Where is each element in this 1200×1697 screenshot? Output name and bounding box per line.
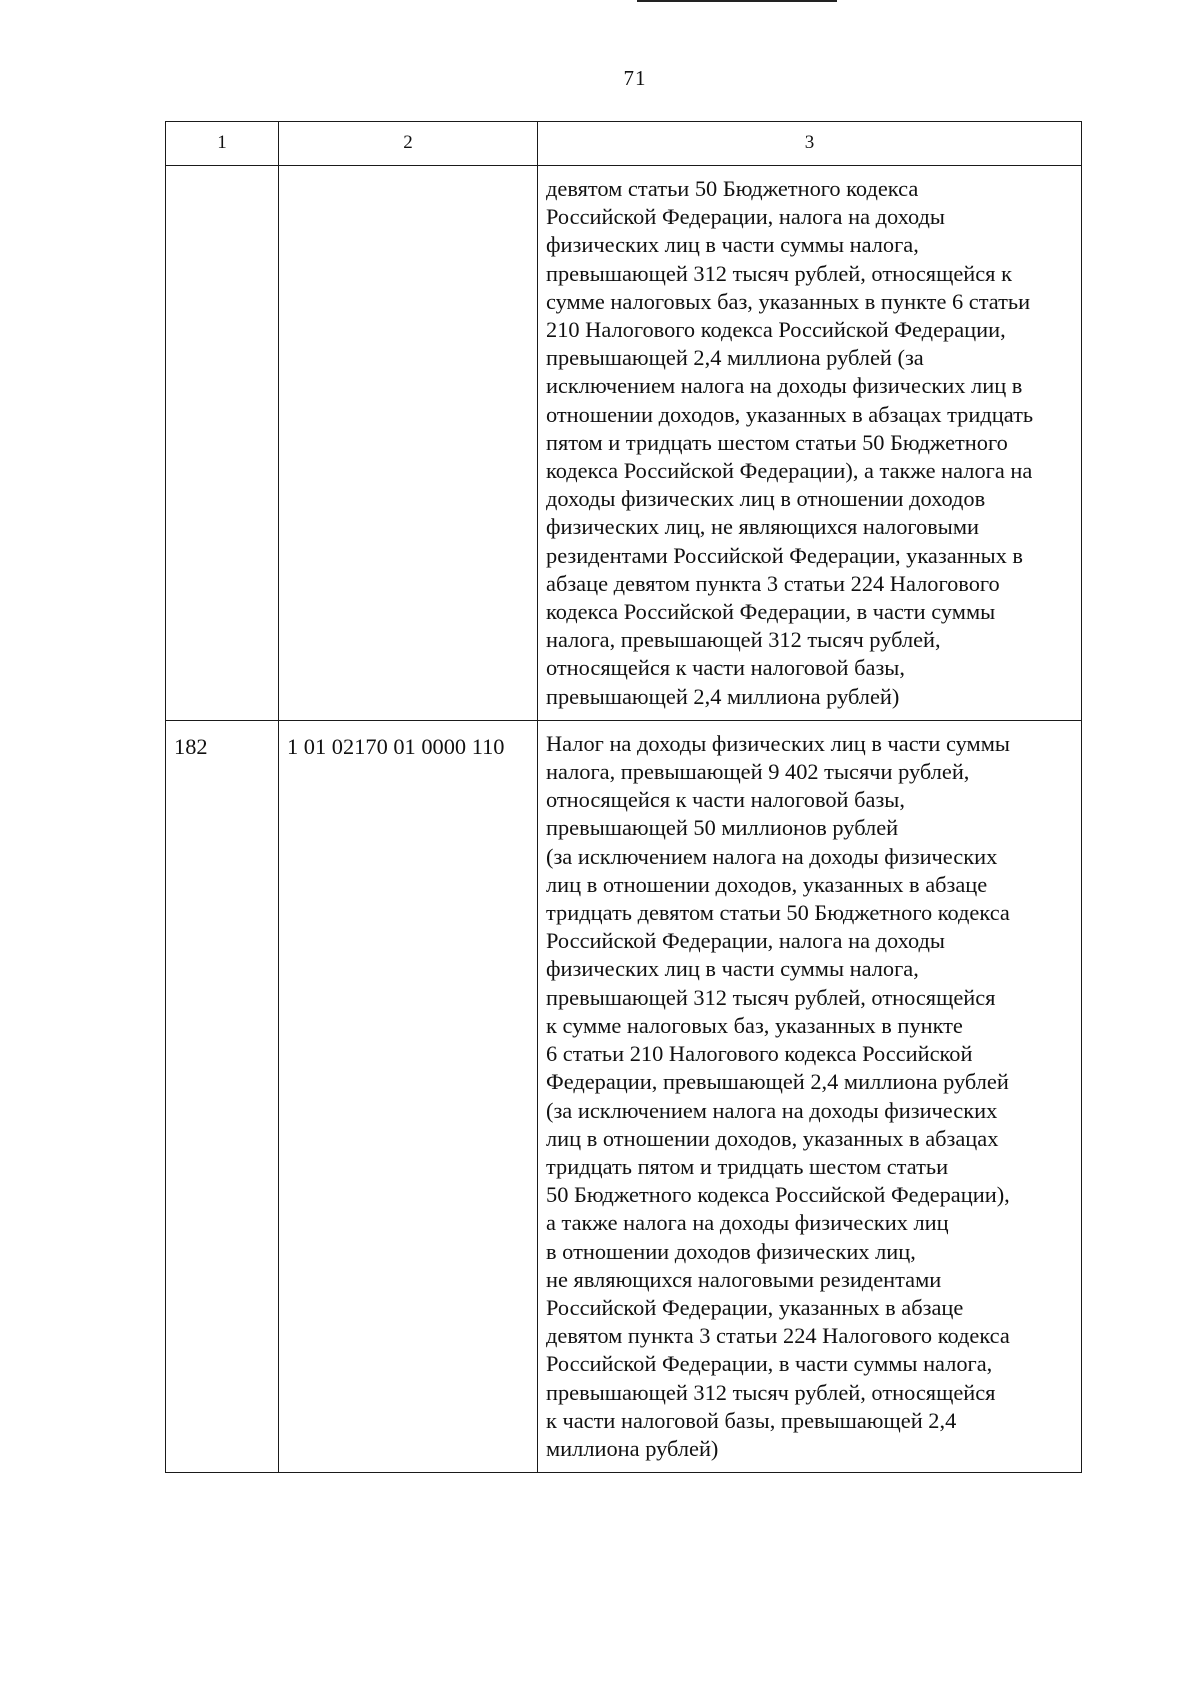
table-row bbox=[166, 166, 1082, 721]
description-line: кодекса Российской Федерации, в части суммы bbox=[546, 599, 996, 625]
top-rule bbox=[637, 0, 837, 2]
description-line: не являющихся налоговыми резидентами bbox=[546, 1266, 942, 1292]
description-cell bbox=[538, 720, 1082, 1472]
admin-code-cell: 182 bbox=[166, 720, 279, 1472]
description-line: резидентами Российской Федерации, указанных в bbox=[546, 542, 1024, 568]
description-line: абзаце девятом пункта 3 статьи 224 Налогового bbox=[546, 570, 1000, 596]
description-line: превышающей 50 миллионов рублей bbox=[546, 815, 899, 841]
description-line: (за исключением налога на доходы физических bbox=[546, 1097, 998, 1123]
description-line: 210 Налогового кодекса Российской Федерации, bbox=[546, 317, 1006, 343]
description-line: Российской Федерации, налога на доходы bbox=[546, 928, 945, 954]
description-line: (за исключением налога на доходы физических bbox=[546, 843, 998, 869]
description-line: Российской Федерации, указанных в абзаце bbox=[546, 1294, 964, 1320]
description-line: лиц в отношении доходов, указанных в абзацах bbox=[546, 1125, 999, 1151]
classification-code-cell bbox=[279, 166, 538, 721]
header-col-2: 2 bbox=[279, 122, 538, 166]
description-line: отношении доходов, указанных в абзацах тридцать bbox=[546, 401, 1034, 427]
header-col-1: 1 bbox=[166, 122, 279, 166]
page-number: 71 bbox=[623, 66, 647, 90]
description-line: пятом и тридцать шестом статьи 50 Бюджетного bbox=[546, 429, 1008, 455]
description-line: а также налога на доходы физических лиц bbox=[546, 1210, 949, 1236]
description-line: физических лиц, не являющихся налоговыми bbox=[546, 514, 979, 540]
description-line: исключением налога на доходы физических лиц в bbox=[546, 373, 1023, 399]
description-line: превышающей 312 тысяч рублей, относящейся bbox=[546, 984, 996, 1010]
description-line: Федерации, превышающей 2,4 миллиона рублей bbox=[546, 1069, 1009, 1095]
description-line: девятом пункта 3 статьи 224 Налогового кодекса bbox=[546, 1323, 1010, 1349]
table-header-row bbox=[166, 122, 1082, 166]
description-cell bbox=[538, 166, 1082, 721]
description-line: доходы физических лиц в отношении доходов bbox=[546, 486, 986, 512]
description-line: превышающей 312 тысяч рублей, относящейся bbox=[546, 1379, 996, 1405]
description-line: налога, превышающей 312 тысяч рублей, bbox=[546, 627, 941, 653]
description-line: тридцать пятом и тридцать шестом статьи bbox=[546, 1153, 949, 1179]
classification-code-cell: 1 01 02170 01 0000 110 bbox=[279, 720, 538, 1472]
description-lines bbox=[546, 175, 1075, 711]
description-line: превышающей 2,4 миллиона рублей (за bbox=[546, 345, 924, 371]
admin-code-cell bbox=[166, 166, 279, 721]
description-line: сумме налоговых баз, указанных в пункте 6 статьи bbox=[546, 288, 1031, 314]
description-line: Российской Федерации, в части суммы налога, bbox=[546, 1351, 993, 1377]
description-lines bbox=[546, 730, 1075, 1463]
income-tax-table bbox=[165, 121, 1082, 1473]
description-line: превышающей 312 тысяч рублей, относящейся к bbox=[546, 260, 1012, 286]
description-line: 6 статьи 210 Налогового кодекса Российской bbox=[546, 1041, 973, 1067]
description-line: девятом статьи 50 Бюджетного кодекса bbox=[546, 176, 919, 201]
description-line: Российской Федерации, налога на доходы bbox=[546, 204, 945, 230]
table-row bbox=[166, 720, 1082, 1472]
description-line: миллиона рублей) bbox=[546, 1435, 719, 1461]
description-line: к части налоговой базы, превышающей 2,4 bbox=[546, 1407, 957, 1433]
description-line: 50 Бюджетного кодекса Российской Федерации), bbox=[546, 1182, 1010, 1208]
description-line: кодекса Российской Федерации), а также налога на bbox=[546, 458, 1033, 484]
description-line: относящейся к части налоговой базы, bbox=[546, 655, 905, 681]
description-line: тридцать девятом статьи 50 Бюджетного кодекса bbox=[546, 900, 1010, 926]
description-line: Налог на доходы физических лиц в части суммы bbox=[546, 730, 1010, 756]
description-line: относящейся к части налоговой базы, bbox=[546, 787, 905, 813]
header-col-3: 3 bbox=[538, 122, 1082, 166]
description-line: в отношении доходов физических лиц, bbox=[546, 1238, 916, 1264]
description-line: превышающей 2,4 миллиона рублей) bbox=[546, 683, 900, 709]
description-line: к сумме налоговых баз, указанных в пункте bbox=[546, 1012, 963, 1038]
description-line: лиц в отношении доходов, указанных в абзаце bbox=[546, 871, 988, 897]
description-line: физических лиц в части суммы налога, bbox=[546, 232, 919, 258]
description-line: налога, превышающей 9 402 тысячи рублей, bbox=[546, 759, 970, 785]
description-line: физических лиц в части суммы налога, bbox=[546, 956, 919, 982]
